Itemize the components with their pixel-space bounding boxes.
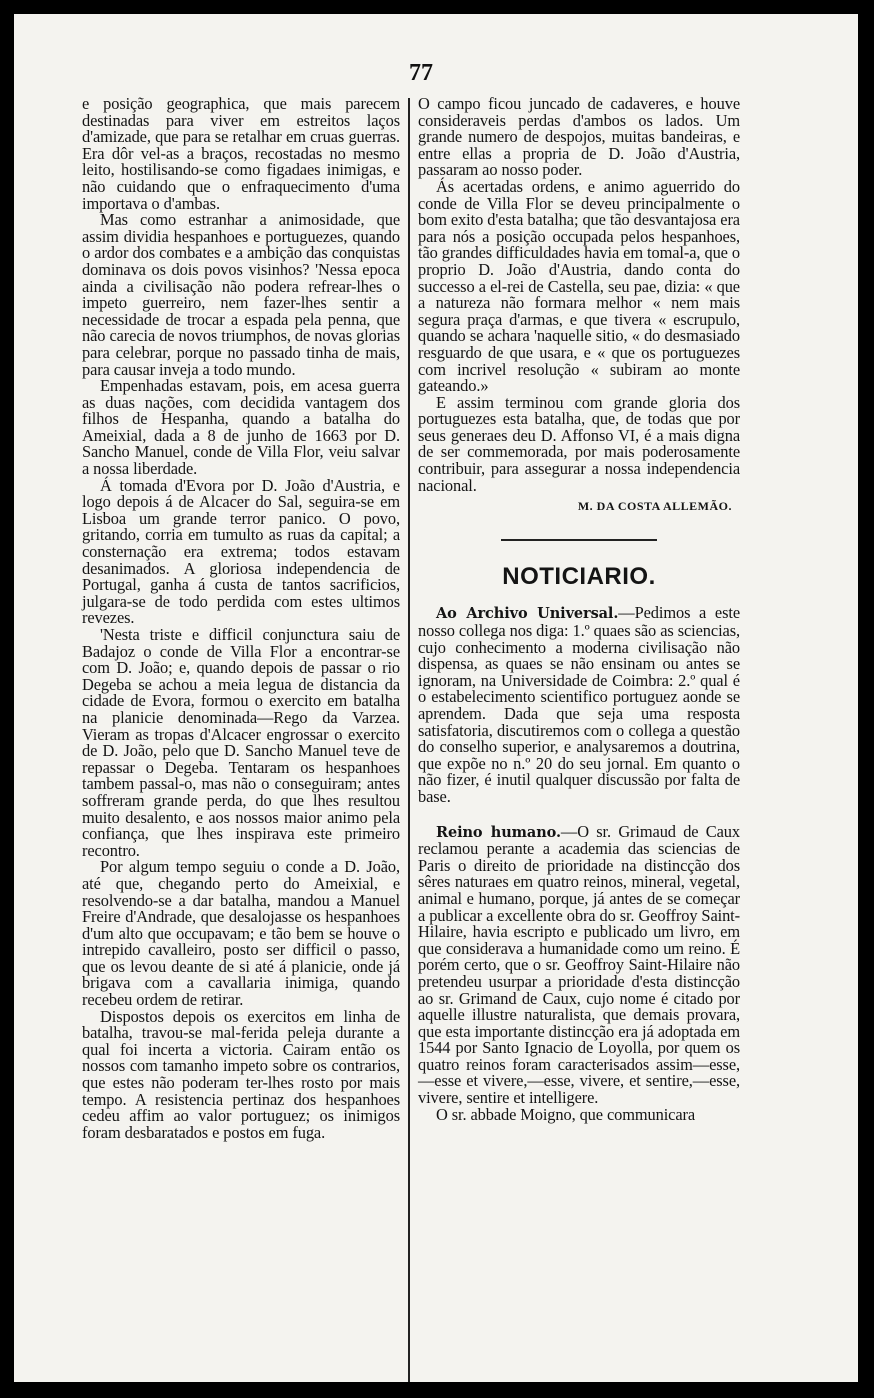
paragraph: e posição geographica, que mais parecem destinadas para viver em estreitos laços d'amizade, que para se retalhar em cruas guerras. Era dôr vel-as a braços, recostadas no mesmo leito, hostilisando-se como figadaes inimigas, e não cuidando que o enfraquecimento d'uma importava o d'ambas. [82, 94, 400, 213]
news-text: —O sr. Grimaud de Caux reclamou perante a academia das sciencias de Paris o direito de prioridade na distincção dos sêres naturaes em quatro reinos, mineral, vegetal, animal e humano, porque, já antes de se começar a publicar a excellente obra do sr. Geoffroy Saint-Hilaire, havia escripto e publicado um livro, em que considerava a humanidade como um reino. É porém certo, que o sr. Geoffroy Saint-Hilaire não pretendeu usurpar a prioridade d'esta distincção ao sr. Grimand de Caux, cujo nome é citado por aquelle illustre naturalista, que demais provara, que esta importante distincção era já adoptada em 1544 por Santo Ignacio de Loyolla, por quem os quatro reinos foram caracterisados assim—esse,—esse et vivere,—esse, vivere, et sentire,—esse, vivere, sentire et intelligere. [418, 821, 740, 1108]
paragraph: Dispostos depois os exercitos em linha de batalha, travou-se mal-ferida peleja durante a qual foi incerta a victoria. Cairam então os nossos com tamanho impeto sobre os contrarios, que estes não poderam ter-lhes rosto por mais tempo. A resistencia pertinaz dos hespanhoes cedeu affim ao valor portuguez; os inimigos foram desbaratados e postos em fuga. [82, 1006, 400, 1142]
news-item [418, 821, 740, 1108]
news-item [418, 605, 740, 805]
section-title: NOTICIARIO. [502, 562, 656, 590]
news-text: —Pedimos a este nosso collega nos diga: 1.º quaes são as sciencias, cujo conhecimento a moderna civilisação não dispensa, as quaes se não ensinam ou antes se ignoram, na Universidade de Coimbra: 2.º qual é o estabelecimento scientifico portuguez aonde se aprendem. Dada que seja uma resposta satisfatoria, discutiremos com o collega a questão do conselho superior, e analysaremos a doutrina, que expõe no n.º 20 do seu jornal. Em quanto o não fizer, é inutil qualquer discussão por falta de base. [418, 603, 741, 806]
paragraph: Ás acertadas ordens, e animo aguerrido do conde de Villa Flor se deveu principalmente o bom exito d'esta batalha; que tão desvantajosa era para nós a posição occupada pelos hespanhoes, tão grandes difficuldades havia em tomal-a, que o proprio D. João d'Austria, dando conta do successo a el-rei de Castella, seu pae, dizia: « que a natureza não formara melhor « nem mais segura praça d'armas, e que tivera « escrupulo, quando se achara 'naquelle sitio, « do desmasiado resguardo de que usara, e « que os portuguezes com incrivel resolução « subiram ao monte gateando.» [418, 176, 740, 396]
left-column [82, 96, 400, 1141]
news-lead: Ao Archivo Universal. [436, 605, 619, 623]
news-lead: Reino humano. [436, 823, 561, 841]
right-column [418, 96, 740, 1123]
paragraph: Á tomada d'Evora por D. João d'Austria, e logo depois á de Alcacer do Sal, seguira-se em Lisboa um grande terror panico. O povo, gritando, corria em tumulto as ruas da capital; a consternação era extrema; todos estavam desanimados. A gloriosa independencia de Portugal, ganha á custa de tantos sacrificios, julgara-se de todo perdida com estes ultimos revezes. [82, 475, 400, 628]
paragraph: Por algum tempo seguiu o conde a D. João, até que, chegando perto do Ameixial, e resolvendo-se a dar batalha, mandou a Manuel Freire d'Andrade, que desalojasse os hespanhoes d'um alto que occupavam; e tão bem se houve o intrepido cavalleiro, posto ser difficil o passo, que os levou deante de si até á planicie, onde já brigava com a cavallaria inimiga, quando recebeu ordem de retirar. [82, 857, 400, 1010]
paragraph: O sr. abbade Moigno, que communicara [436, 1104, 696, 1124]
paragraph: 'Nesta triste e difficil conjunctura saiu de Badajoz o conde de Villa Flor a encontrar-se com D. João; e, quando depois de passar o rio Degeba se achou a meia legua de distancia da cidade de Evora, formou o exercito em batalha na planicie denominada—Rego da Varzea. Vieram as tropas d'Alcacer engrossar o exercito de D. João, pelo que D. Sancho Manuel teve de repassar o Degeba. Tentaram os hespanhoes tambem passal-o, mas não o conseguiram; antes soffreram grande perda, do que lhes resultou muito desalento, e aos nossos maior animo pela confiança, que lhes inspirava este primeiro recontro. [82, 625, 400, 860]
column-divider [408, 98, 410, 1382]
author-signature: M. DA COSTA ALLEMÃO. [577, 499, 732, 514]
paragraph: Mas como estranhar a animosidade, que assim dividia hespanhoes e portuguezes, quando o ardor dos combates e a ambição das conquistas dominava os dois povos visinhos? 'Nessa epoca ainda a civilisação não podera refrear-lhes o impeto guerreiro, nem fazer-lhes sentir a necessidade de trocar a espada pela penna, que não carecia de novos triumphos, de novas glorias para celebrar, porque no passado tinha de mais, para causar inveja a todo mundo. [82, 210, 400, 379]
section-divider [501, 539, 657, 541]
newspaper-page [14, 14, 858, 1382]
paragraph: O campo ficou juncado de cadaveres, e houve consideraveis perdas d'ambos os lados. Um grande numero de despojos, muitas bandeiras, e entre ellas a propria de D. João d'Austria, passaram ao nosso poder. [418, 94, 740, 180]
paragraph: Empenhadas estavam, pois, em acesa guerra as duas nações, com decidida vantagem dos filhos de Hespanha, quando a batalha do Ameixial, dada a 8 de junho de 1663 por D. Sancho Manuel, conde de Villa Flor, veiu salvar a nossa liberdade. [82, 376, 400, 479]
page-number: 77 [409, 60, 433, 86]
paragraph: E assim terminou com grande gloria dos portuguezes esta batalha, que, de todas que por seus generaes deu D. Affonso VI, é a mais digna de ser commemorada, por mais poderosamente contribuir, para assegurar a nossa independencia nacional. [418, 392, 740, 495]
